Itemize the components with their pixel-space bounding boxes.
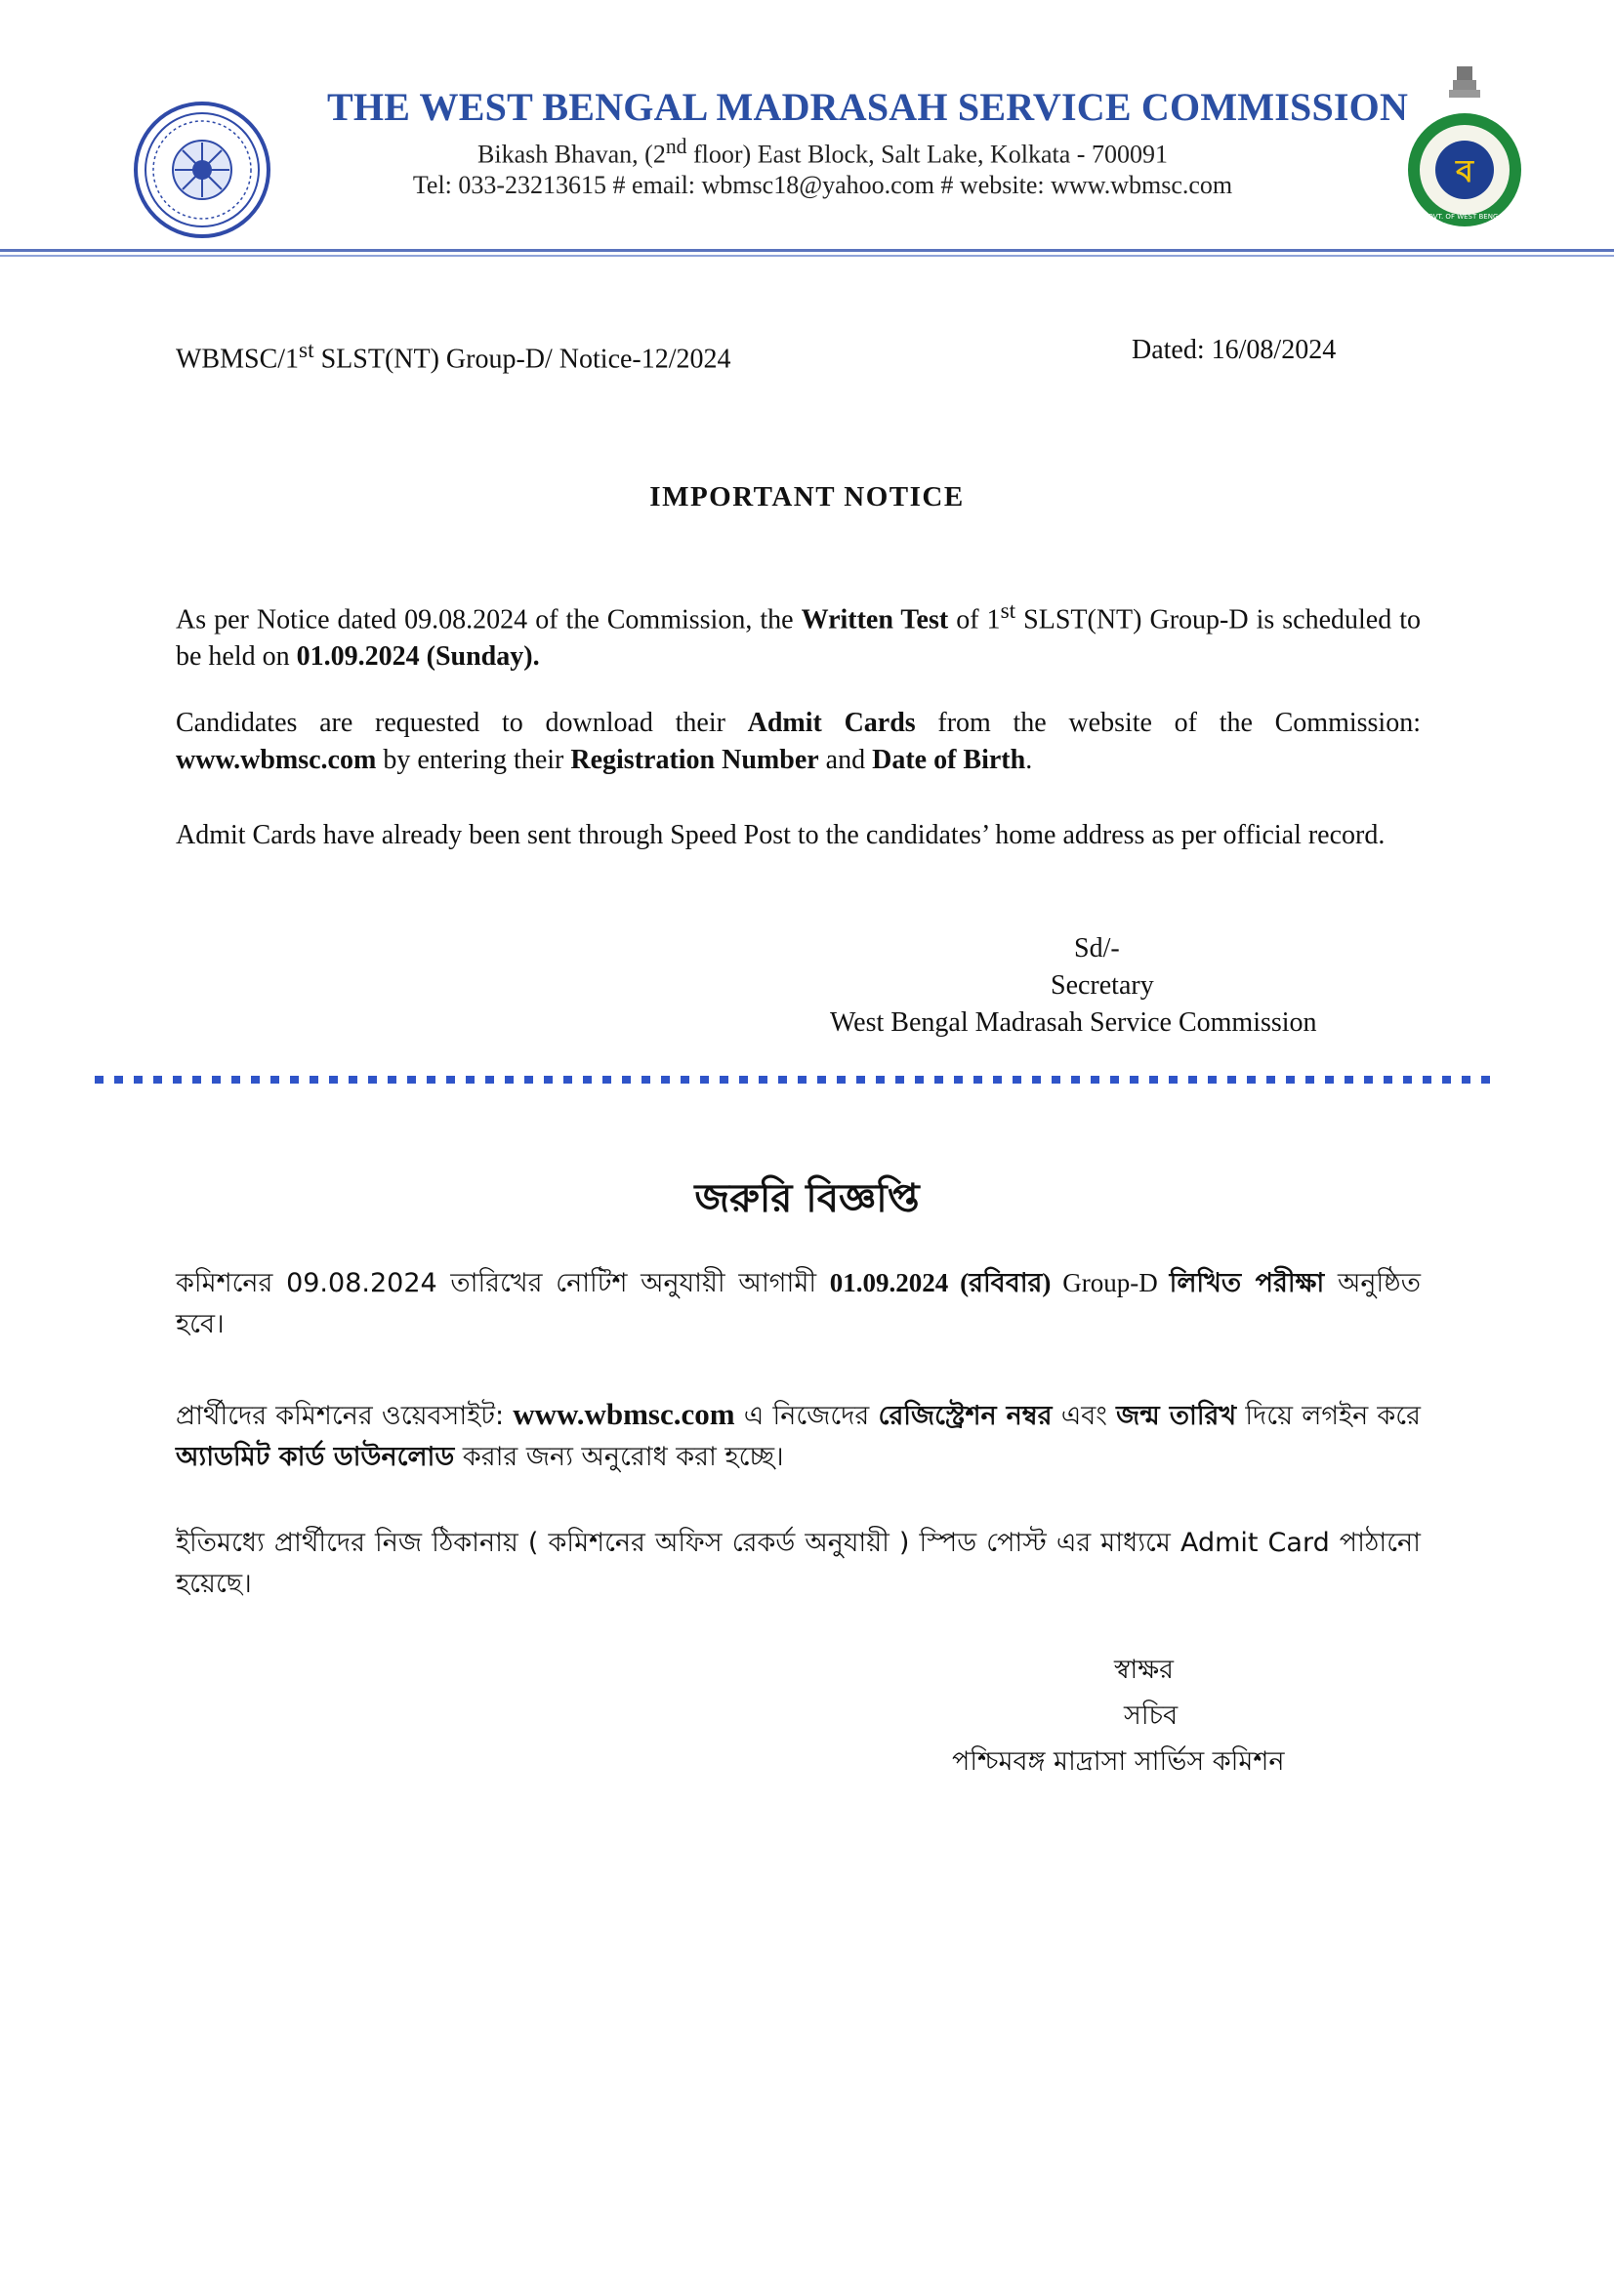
bengali-paragraph-admit-card: প্রার্থীদের কমিশনের ওয়েবসাইট: www.wbmsc.com এ নিজেদের রেজিস্ট্রেশন নম্বর এবং জন্ম তারিখ দিয়ে লগইন করে অ্যাডমিট কার্ড ডাউনলোড করার জন্য অনুরোধ করা হচ্ছে। <box>176 1397 1421 1472</box>
english-signature-block <box>830 930 1416 1042</box>
organization-title: THE WEST BENGAL MADRASAH SERVICE COMMISSION <box>327 85 1409 129</box>
svg-text:GOVT. OF WEST BENGAL: GOVT. OF WEST BENGAL <box>1422 213 1508 221</box>
bengali-paragraph-exam-date: কমিশনের 09.08.2024 তারিখের নোটিশ অনুযায়ী আগামী 01.09.2024 (রবিবার) Group-D লিখিত পরীক্ষা অনুষ্ঠিত হবে। <box>176 1268 1422 1339</box>
signature-organization: West Bengal Madrasah Service Commission <box>830 1007 1317 1038</box>
notice-paragraph-admit-card: Candidates are requested to download their Admit Cards from the website of the Commission: www.wbmsc.com by entering their Registration Number and Date of Birth. <box>176 708 1421 775</box>
bengali-signature-sd: স্বাক্ষর <box>1114 1655 1174 1685</box>
notice-date: Dated: 16/08/2024 <box>1132 335 1337 365</box>
notice-paragraph-exam-date: As per Notice dated 09.08.2024 of the Commission, the Written Test of 1st SLST(NT) Group-D is scheduled to be held on 01.09.2024 (Sunday). <box>176 598 1422 673</box>
svg-text:ব: ব <box>1456 152 1473 189</box>
signature-sd: Sd/- <box>1074 933 1120 964</box>
commission-seal-logo <box>133 101 271 239</box>
notice-paragraph-speed-post: Admit Cards have already been sent through Speed Post to the candidates’ home address as per official record. <box>176 820 1386 850</box>
bengali-signature-designation: সচিব <box>1124 1701 1179 1731</box>
notice-reference-number: WBMSC/1st SLST(NT) Group-D/ Notice-12/2024 <box>176 338 731 375</box>
west-bengal-emblem-logo <box>1404 64 1525 235</box>
organization-contact: Tel: 033-23213615 # email: wbmsc18@yahoo.com # website: www.wbmsc.com <box>412 171 1233 199</box>
bengali-paragraph-speed-post: ইতিমধ্যে প্রার্থীদের নিজ ঠিকানায় ( কমিশনের অফিস রেকর্ড অনুযায়ী ) স্পিড পোস্ট এর মাধ্যমে Admit Card পাঠানো হয়েছে। <box>176 1528 1421 1599</box>
organization-address: Bikash Bhavan, (2nd floor) East Block, Salt Lake, Kolkata - 700091 <box>477 135 1168 169</box>
notice-heading: IMPORTANT NOTICE <box>649 481 965 512</box>
letterhead-divider <box>0 249 1614 252</box>
signature-designation: Secretary <box>1051 970 1154 1001</box>
bengali-notice-heading: জরুরি বিজ্ঞপ্তি <box>694 1176 920 1221</box>
bengali-signature-organization: পশ্চিমবঙ্গ মাদ্রাসা সার্ভিস কমিশন <box>952 1746 1285 1777</box>
letterhead-divider-secondary <box>0 255 1614 257</box>
section-separator <box>95 1076 1501 1084</box>
